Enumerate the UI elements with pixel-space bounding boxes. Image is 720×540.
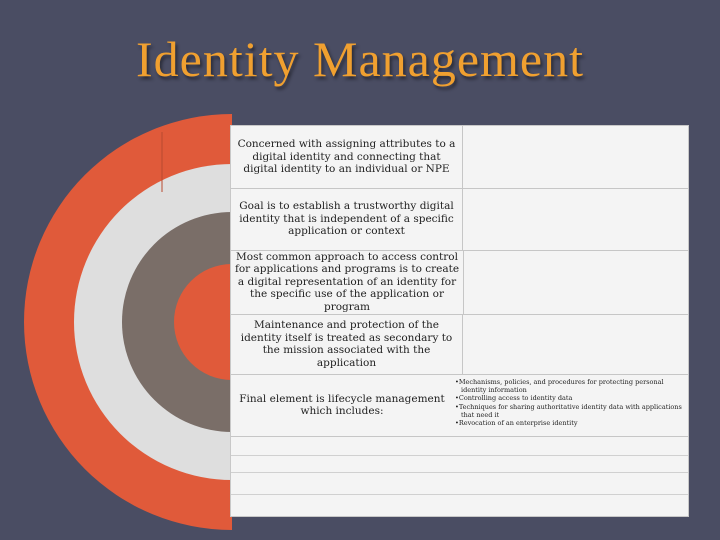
row-1 bbox=[231, 126, 688, 189]
lifecycle-item: • Mechanisms, policies, and procedures for protecting personal identity information bbox=[455, 378, 687, 394]
row-4-text: Maintenance and protection of the identity itself is treated as secondary to the mission associated with the application bbox=[231, 314, 463, 374]
lifecycle-item: • Techniques for sharing authoritative identity data with applications that need it bbox=[455, 403, 687, 419]
divider bbox=[231, 472, 688, 473]
row-3 bbox=[231, 250, 688, 315]
row-4 bbox=[231, 314, 688, 375]
lifecycle-list bbox=[455, 378, 687, 427]
lifecycle-item: • Revocation of an enterprise identity bbox=[455, 419, 687, 427]
row-1-text: Concerned with assigning attributes to a digital identity and connecting that digital identity to an individual or NPE bbox=[231, 126, 463, 188]
row-2 bbox=[231, 188, 688, 251]
slide-title: Identity Management bbox=[135, 31, 585, 87]
divider bbox=[231, 494, 688, 495]
divider bbox=[231, 455, 688, 456]
lifecycle-item: • Controlling access to identity data bbox=[455, 394, 687, 402]
content-panel bbox=[230, 125, 689, 517]
row-2-text: Goal is to establish a trustworthy digital identity that is independent of a specific application or context bbox=[231, 188, 463, 250]
row-5-text: Final element is lifecycle management which includes: bbox=[239, 392, 445, 417]
row-3-text: Most common approach to access control for applications and programs is to create a digital representation of an identity for the specific use of the application or program bbox=[231, 250, 464, 314]
